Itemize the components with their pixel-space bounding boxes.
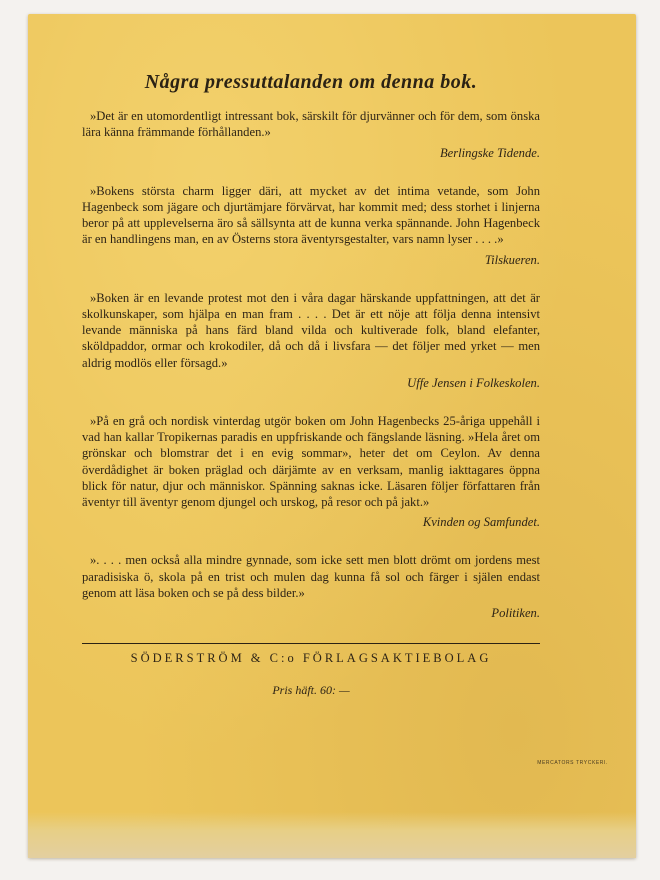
review-text: ». . . . men också alla mindre gynnade, som icke sett men blott drömt om jordens mest paradisiska ö, skola på en trist och mulen dag kunna få sol och färger i själen endast genom att läsa boken och se på dess bilder.» [82,553,540,600]
review-source: Berlingske Tidende. [439,145,540,160]
review-source: Politiken. [491,606,540,621]
review-text: »Boken är en levande protest mot den i våra dagar härskande uppfattningen, att det är skolkunskaper, som hjälpa en man fram . . . . Det är ett nöje att följa denna intensivt levande människa på hans färd bland vilda och kultiverade folk, bland elefanter, sköldpaddor, ormar och krokodiler, då och då i livsfara — det följer med yrket — men aldrig modlös eller försagd.» [82,290,540,370]
cover-content [82,71,540,699]
review-2 [82,183,540,268]
publisher-name: SÖDERSTRÖM & C:o FÖRLAGSAKTIEBOLAG [130,651,492,666]
review-source: Tilskueren. [484,252,540,267]
price-label: Pris häft. 60: — [272,683,350,698]
review-4 [82,413,540,530]
book-back-cover [28,14,636,858]
divider [82,643,540,644]
cover-wear [28,812,636,858]
review-5 [82,552,540,621]
page-title: Några pressuttalanden om denna bok. [144,71,478,93]
review-source: Uffe Jensen i Folkeskolen. [407,375,540,390]
review-text: »På en grå och nordisk vinterdag utgör boken om John Hagenbecks 25-åriga uppehåll i vad han kallar Tropikernas paradis en uppfriskande och fängslande läsning. »Hela året om grönskar och blomstrar det i en evig sommar», heter det om Ceylon. Av denna överdådighet är boken präglad och därjämte av en verksam, manlig iakttagares öppna blick för natur, djur och människor. Spänning saknas icke. Läsaren följer författaren från äventyr till äventyr genom djungel och urskog, på resor och på jakt.» [82,414,540,510]
review-source: Kvinden og Samfundet. [422,515,540,530]
review-text: »Det är en utomordentligt intressant bok, särskilt för djurvänner och för dem, som önska lära känna främmande förhållanden.» [82,109,540,140]
review-text: »Bokens största charm ligger däri, att mycket av det intima vetande, som John Hagenbeck som jägare och djurtämjare förvärvat, har kommit med; dess storhet i linjerna beror på att upplevelserna äro så sällsynta att de kunna verka spännande. John Hagenbeck är en handlingens man, en av Österns stora äventyrsgestalter, vars namn lyser . . . .» [82,183,540,247]
review-1 [82,108,540,161]
printer-imprint: MERCATORS TRYCKERI. [537,760,608,766]
review-3 [82,290,540,391]
